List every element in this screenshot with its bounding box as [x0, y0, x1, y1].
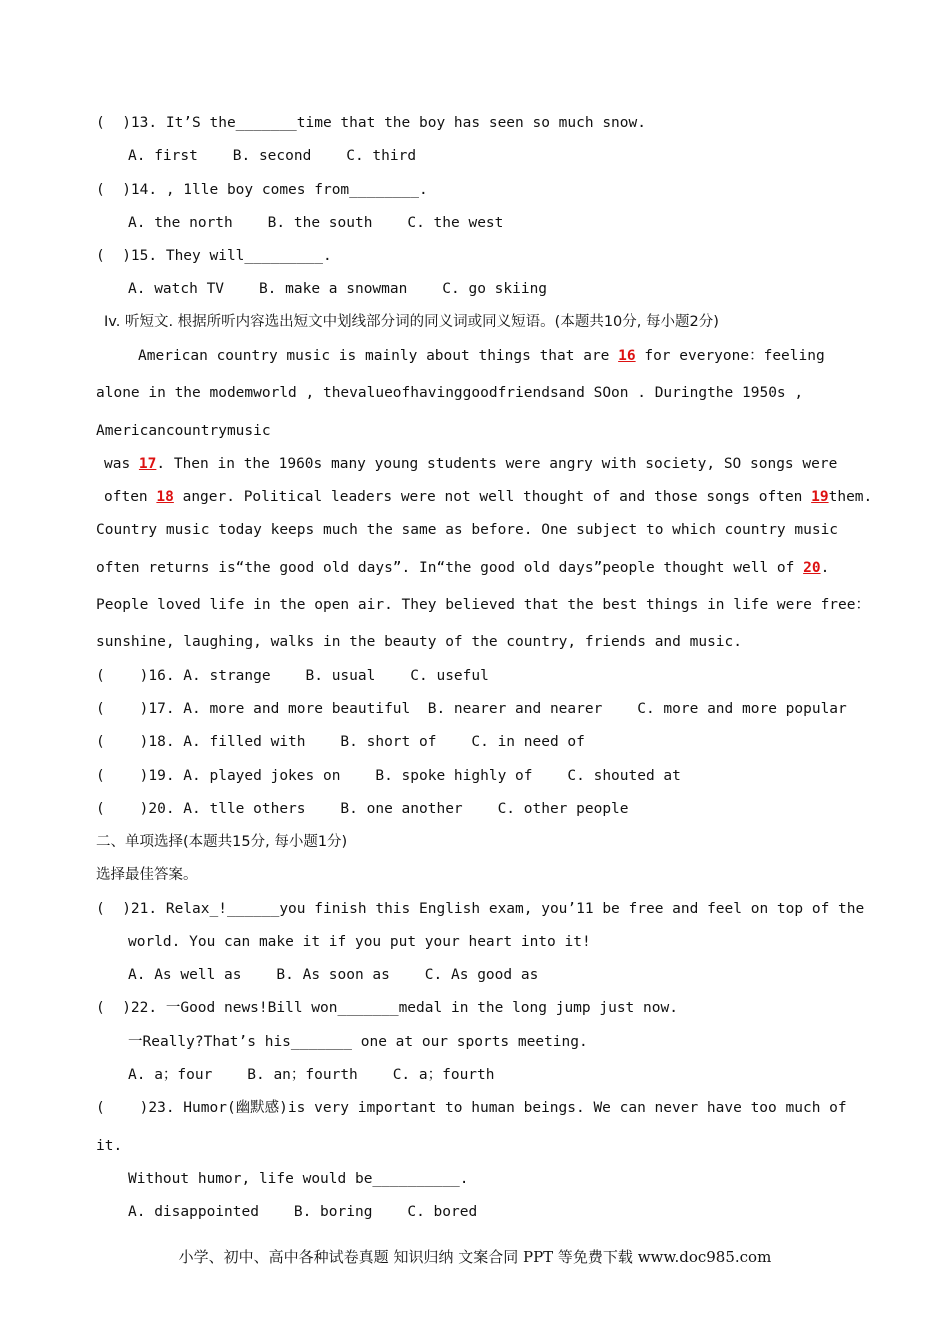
blank-17: 17 — [138, 456, 157, 472]
passage-line-7: often returns is“the good old days”. In“the good old days”people thought well of 20. — [96, 560, 830, 576]
blank-19: 19 — [811, 489, 829, 505]
passage-line-8: People loved life in the open air. They believed that the best things in life were free： — [96, 597, 870, 613]
passage-line-1: American country music is mainly about things that are 16 for everyone：feeling — [138, 348, 825, 364]
q19: ( )19. A. played jokes on B. spoke highly of C. shouted at — [96, 768, 681, 784]
passage-line-3: Americancountrymusic — [96, 423, 271, 439]
q22-options: A. a；four B. an；fourth C. a；fourth — [128, 1067, 495, 1083]
section4-title: Iv. 听短文. 根据所听内容选出短文中划线部分词的同义词或同义短语。(本题共10分, 每小题2分) — [104, 314, 719, 330]
q20: ( )20. A. tlle others B. one another C. other people — [96, 801, 629, 817]
q22-stem: ( )22. 一Good news!Bill won_______medal in the long jump just now. — [96, 1000, 678, 1016]
section2-instruction: 选择最佳答案。 — [96, 867, 198, 883]
passage-line-9: sunshine, laughing, walks in the beauty of the country, friends and music. — [96, 634, 743, 650]
blank-20: 20 — [803, 560, 821, 576]
q15-stem: ( )15. They will_________. — [96, 248, 332, 264]
q21-continuation: world. You can make it if you put your heart into it! — [128, 934, 591, 950]
blank-16: 16 — [618, 348, 636, 364]
q17: ( )17. A. more and more beautiful B. nearer and nearer C. more and more popular — [96, 701, 847, 717]
q23-continuation-2: Without humor, life would be__________. — [128, 1171, 469, 1187]
q13-stem: ( )13. It’S the_______time that the boy has seen so much snow. — [96, 115, 646, 131]
q23-options: A. disappointed B. boring C. bored — [128, 1204, 478, 1220]
q14-stem: ( )14. , 1lle boy comes from________. — [96, 182, 428, 198]
passage-line-6: Country music today keeps much the same as before. One subject to which country music — [96, 522, 839, 538]
q22-continuation: 一Really?That’s his_______ one at our sports meeting. — [128, 1034, 588, 1050]
q21-stem: ( )21. Relax_!______you finish this English exam, you’11 be free and feel on top of the — [96, 901, 865, 917]
q15-options: A. watch TV B. make a snowman C. go skiing — [128, 281, 548, 297]
q23-continuation-1: it. — [96, 1138, 123, 1154]
passage-line-4: was 17. Then in the 1960s many young students were angry with society, SO songs were — [104, 456, 838, 472]
q18: ( )18. A. filled with B. short of C. in need of — [96, 734, 585, 750]
passage-line-2: alone in the modemworld , thevalueofhavinggoodfriendsand SOon . Duringthe 1950s , — [96, 385, 804, 401]
footer-banner: 小学、初中、高中各种试卷真题 知识归纳 文案合同 PPT 等免费下载 www.doc985.com — [178, 1248, 772, 1266]
q14-options: A. the north B. the south C. the west — [128, 215, 504, 231]
q13-options: A. first B. second C. third — [128, 148, 417, 164]
q21-options: A. As well as B. As soon as C. As good as — [128, 967, 539, 983]
blank-18: 18 — [156, 489, 174, 505]
passage-line-5: often 18 anger. Political leaders were not well thought of and those songs often 19them. — [104, 489, 873, 505]
q23-stem: ( )23. Humor(幽默感)is very important to human beings. We can never have too much of — [96, 1100, 847, 1116]
q16: ( )16. A. strange B. usual C. useful — [96, 668, 489, 684]
section2-title: 二、单项选择(本题共15分, 每小题1分) — [96, 834, 348, 850]
